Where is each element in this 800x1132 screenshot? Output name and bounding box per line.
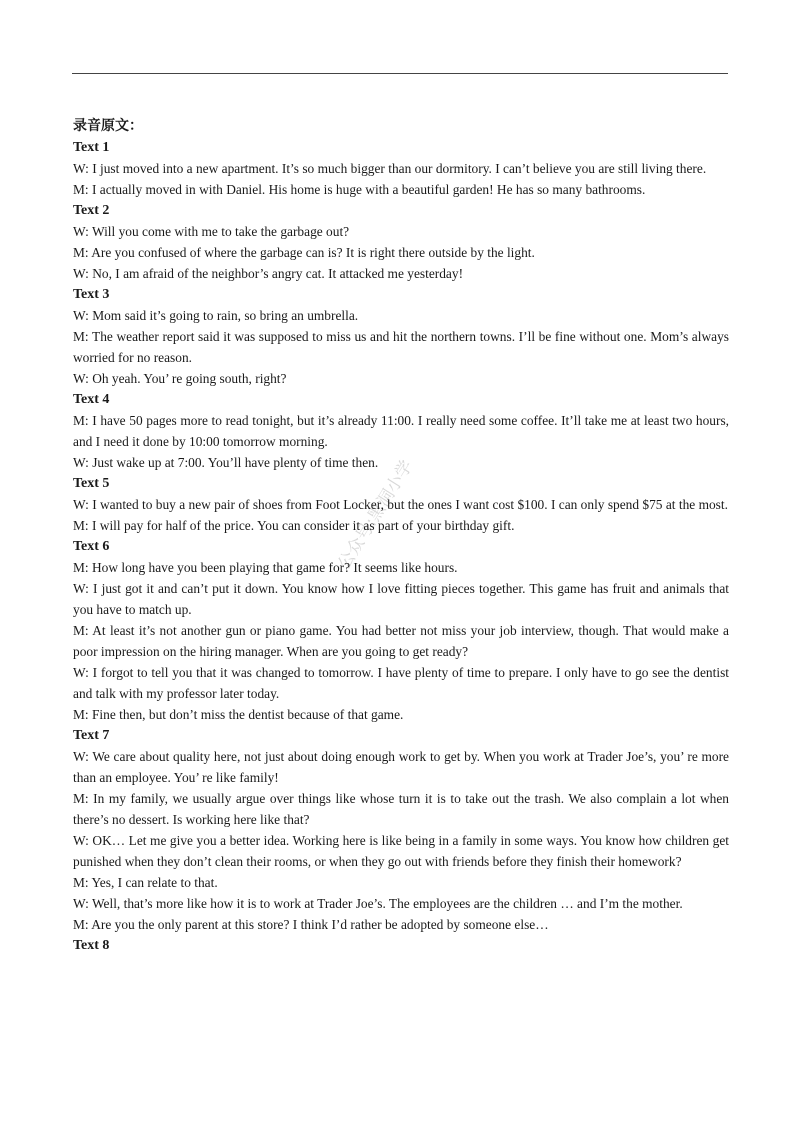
- dialogue-line: M: Are you confused of where the garbage can is? It is right there outside by the light.: [73, 245, 535, 260]
- transcript-content: [73, 116, 729, 956]
- dialogue-line: W: I just got it and can’t put it down. You know how I love fitting pieces together. This game has fruit and animals that you have to match up.: [73, 581, 729, 617]
- text-section-7: [73, 725, 729, 935]
- dialogue-line: W: We care about quality here, not just about doing enough work to get by. When you work at Trader Joe’s, you’ re more than an employee. You’ re like family!: [73, 749, 729, 785]
- dialogue-line: W: I just moved into a new apartment. It’s so much bigger than our dormitory. I can’t believe you are still living there.: [73, 161, 707, 176]
- dialogue-line: M: Are you the only parent at this store? I think I’d rather be adopted by someone else…: [73, 917, 549, 932]
- watermark: 公众号:黑洞小学: [334, 456, 418, 574]
- dialogue-line: M: In my family, we usually argue over things like whose turn it is to take out the trash. We also complain a lot when there’s no dessert. Is working here like that?: [73, 791, 729, 827]
- dialogue-line: W: I wanted to buy a new pair of shoes from Foot Locker, but the ones I want cost $100. I can only spend $75 at the most.: [73, 497, 728, 512]
- text-section-8: [73, 935, 729, 956]
- text-section-1: [73, 137, 729, 200]
- dialogue-line: W: Well, that’s more like how it is to work at Trader Joe’s. The employees are the children … and I’m the mother.: [73, 896, 683, 911]
- text-title: Text 2: [73, 203, 110, 218]
- dialogue-line: M: Fine then, but don’t miss the dentist because of that game.: [73, 707, 404, 722]
- text-title: Text 5: [73, 476, 110, 491]
- dialogue-line: W: Just wake up at 7:00. You’ll have plenty of time then.: [73, 455, 379, 470]
- text-title: Text 4: [73, 392, 110, 407]
- text-title: Text 7: [73, 728, 110, 743]
- dialogue-line: W: I forgot to tell you that it was changed to tomorrow. I have plenty of time to prepare. I only have to go see the dentist and talk with my professor later today.: [73, 665, 729, 701]
- dialogue-line: M: The weather report said it was supposed to miss us and hit the northern towns. I’ll be fine without one. Mom’s always worried for no reason.: [73, 329, 729, 365]
- text-section-5: [73, 473, 729, 536]
- text-section-6: [73, 536, 729, 725]
- text-title: Text 3: [73, 287, 110, 302]
- dialogue-line: W: Mom said it’s going to rain, so bring an umbrella.: [73, 308, 359, 323]
- text-section-4: [73, 389, 729, 473]
- header-rule: [72, 73, 728, 74]
- text-title: Text 8: [73, 938, 110, 953]
- dialogue-line: M: I will pay for half of the price. You can consider it as part of your birthday gift.: [73, 518, 515, 533]
- dialogue-line: W: Will you come with me to take the garbage out?: [73, 224, 350, 239]
- dialogue-line: M: How long have you been playing that game for? It seems like hours.: [73, 560, 458, 575]
- dialogue-line: M: I actually moved in with Daniel. His home is huge with a beautiful garden! He has so many bathrooms.: [73, 182, 646, 197]
- dialogue-line: W: No, I am afraid of the neighbor’s angry cat. It attacked me yesterday!: [73, 266, 464, 281]
- dialogue-line: M: At least it’s not another gun or piano game. You had better not miss your job interview, though. That would make a poor impression on the hiring manager. When are you going to get ready?: [73, 623, 729, 659]
- dialogue-line: M: I have 50 pages more to read tonight, but it’s already 11:00. I really need some coffee. It’ll take me at least two hours, and I need it done by 10:00 tomorrow morning.: [73, 413, 729, 449]
- text-title: Text 6: [73, 539, 110, 554]
- dialogue-line: W: Oh yeah. You’ re going south, right?: [73, 371, 287, 386]
- text-section-3: [73, 284, 729, 389]
- text-section-2: [73, 200, 729, 284]
- dialogue-line: W: OK… Let me give you a better idea. Working here is like being in a family in some ways. You know how children get punished when they don’t clean their rooms, or when they go out with friends before they finish their homework?: [73, 833, 729, 869]
- dialogue-line: M: Yes, I can relate to that.: [73, 875, 218, 890]
- text-title: Text 1: [73, 140, 110, 155]
- transcript-heading: 录音原文：: [73, 119, 143, 134]
